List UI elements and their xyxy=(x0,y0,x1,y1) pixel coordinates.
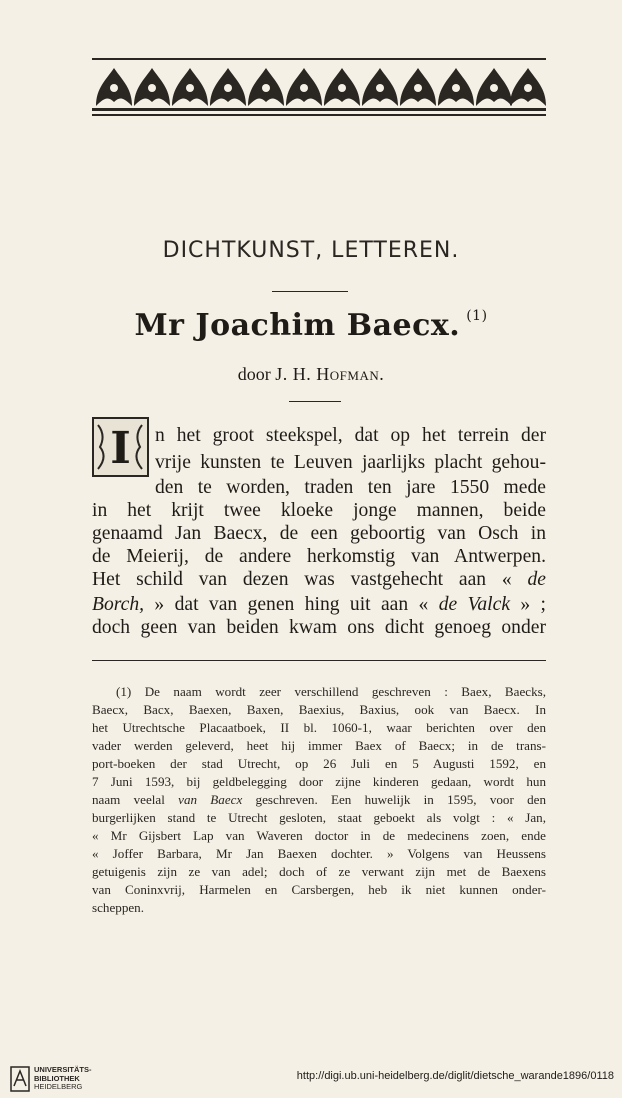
body-line-8 xyxy=(92,594,546,616)
divider-rule xyxy=(289,401,341,402)
body-line-5: genaamd Jan Baecx, de een geboortig van Osch in xyxy=(92,523,546,544)
dropcap-letter: I xyxy=(110,423,131,474)
source-url-link[interactable]: http://digi.ub.uni-heidelberg.de/diglit/dietsche_warande1896/0118 xyxy=(296,1070,614,1082)
footnote-line-13: scheppen. xyxy=(92,900,144,915)
body-line-2: vrije kunsten te Leuven jaarlijks placht gehou- xyxy=(155,452,546,473)
body-line-4: in het krijt twee kloeke jonge mannen, beide xyxy=(92,500,546,521)
body-line-8-italic-2: de Valck xyxy=(438,594,511,615)
library-name-line-2: BIBLIOTHEK xyxy=(34,1073,80,1083)
library-name-line-1: UNIVERSITÄTS- xyxy=(34,1065,92,1074)
body-line-6: de Meierij, de andere herkomstig van Antwerpen. xyxy=(92,546,546,567)
body-line-8-text: » dat van genen hing uit aan « xyxy=(144,594,439,615)
ornament-border xyxy=(92,58,546,118)
footnote-line-10: « Joffer Barbara, Mr Jan Baexen dochter. » Volgens van Heussens xyxy=(92,846,546,861)
footnote-line-3: het Utrechtsche Placaatboek, II bl. 1060-1, waar berichten over den xyxy=(92,720,546,735)
library-name-line-3: HEIDELBERG xyxy=(34,1082,83,1091)
section-title: DICHTKUNST, LETTEREN. xyxy=(162,238,460,263)
title-footnote-ref[interactable]: (1) xyxy=(466,308,488,324)
footnote-rule xyxy=(92,660,546,661)
footnote-line-4: vader werden geleverd, heet hij immer Baex of Baecx; in de trans- xyxy=(92,738,546,753)
body-line-7-text: Het schild van dezen was vastgehecht aan « xyxy=(92,569,528,590)
body-line-7 xyxy=(92,569,546,591)
footnote-line-8: burgerlijken stand te Utrecht gesloten, staat geboekt als volgt : « Jan, xyxy=(92,810,546,825)
body-line-7-italic: de xyxy=(527,569,546,590)
footnote-line-2: Baecx, Bacx, Baexen, Baxen, Baexius, Baxius, ook van Baecx. In xyxy=(92,702,546,717)
body-line-8-italic: Borch, xyxy=(92,594,145,615)
university-seal-icon xyxy=(10,1066,30,1092)
footnote-line-6: 7 Juni 1593, bij geldbelegging door zijne kinderen gedaan, wordt hun xyxy=(92,774,546,789)
article-title-text: Mr Joachim Baecx. xyxy=(134,308,461,343)
footnote-line-7 xyxy=(92,792,546,808)
byline-prefix: door xyxy=(237,364,271,384)
byline-author: J. H. Hofman. xyxy=(275,364,385,384)
footnote-line-7-text: naam veelal xyxy=(92,792,179,807)
footnote-line-9: « Mr Gijsbert Lap van Waveren doctor in de medecinens zoen, ende xyxy=(92,828,546,843)
body-line-1: n het groot steekspel, dat op het terrein der xyxy=(155,425,546,446)
body-line-9: doch geen van beiden kwam ons dicht genoeg onder xyxy=(92,617,546,638)
footnote-line-11: getuigenis zijn ze van adel; doch of ze verwant zijn met de Baexens xyxy=(92,864,546,879)
body-line-8-end: » ; xyxy=(510,594,546,615)
footnote-line-5: port-boeken der stad Utrecht, op 26 Juli en 5 Augusti 1592, en xyxy=(92,756,546,771)
footnote-line-7-end: geschreven. Een huwelijk in 1595, voor den xyxy=(242,792,546,807)
article-title xyxy=(0,308,622,343)
dropcap-ornament xyxy=(92,417,149,477)
footnote-line-7-italic: van Baecx xyxy=(178,792,243,807)
footnote-line-12: van Coninxvrij, Harmelen en Carsbergen, heb ik niet kunnen onder- xyxy=(92,882,546,897)
byline xyxy=(0,364,622,385)
library-name xyxy=(34,1066,92,1092)
divider-rule xyxy=(272,291,348,292)
footnote-line-1: (1) De naam wordt zeer verschillend geschreven : Baex, Baecks, xyxy=(116,684,546,699)
body-line-3: den te worden, traden ten jare 1550 mede xyxy=(155,477,546,498)
